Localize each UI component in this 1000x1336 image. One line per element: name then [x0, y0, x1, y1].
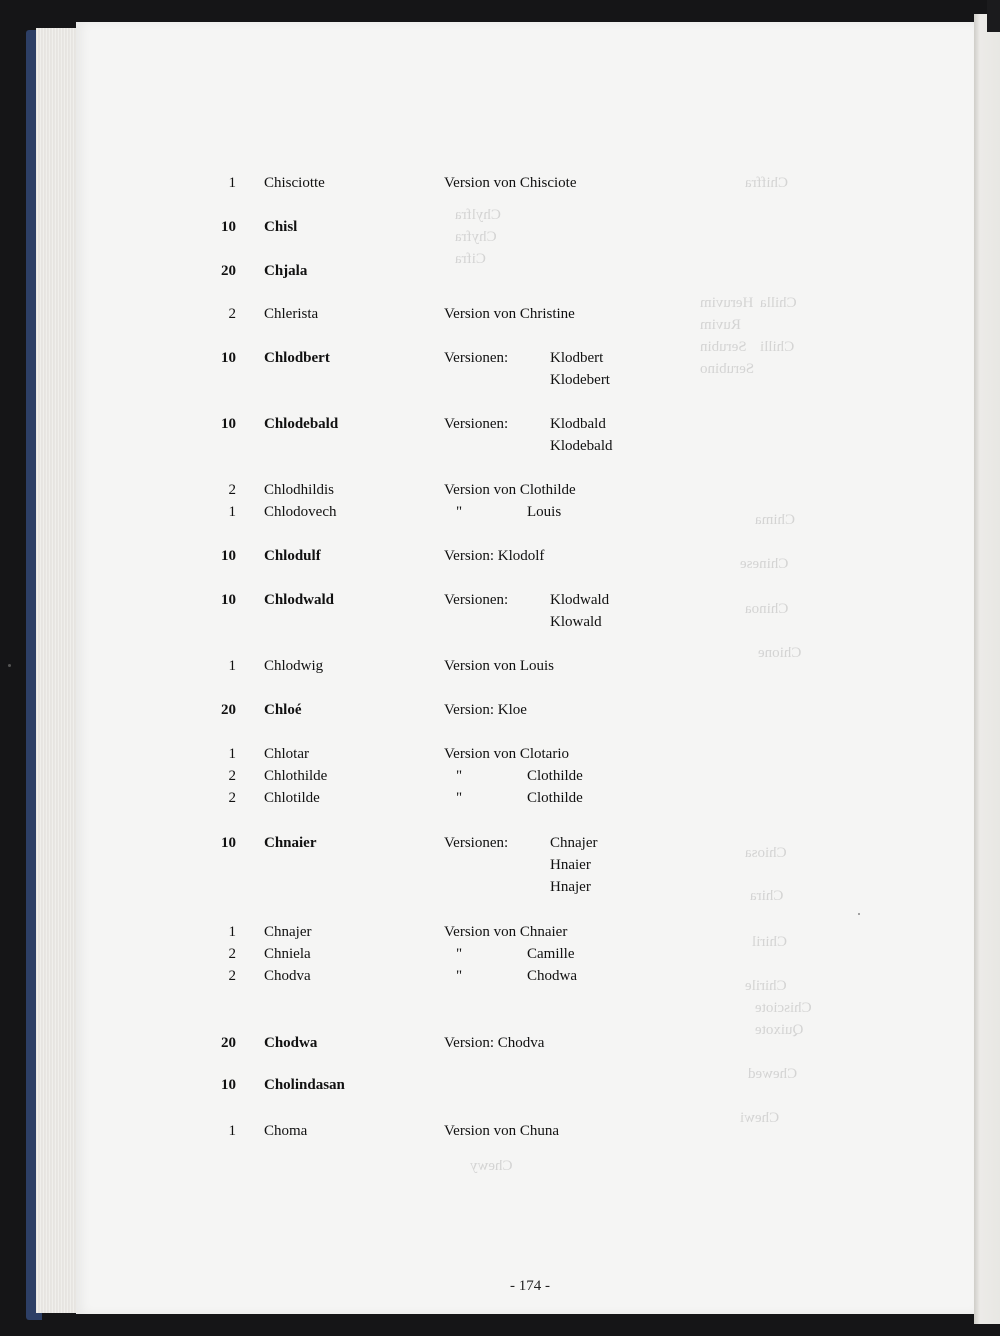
entry-frequency: 2 [228, 968, 236, 984]
dust-speck [8, 664, 11, 667]
entry-row [0, 857, 1000, 879]
entry-frequency: 1 [228, 924, 236, 940]
entry-relation: Version von Chuna [444, 1123, 559, 1139]
entry-relation: Versionen: [444, 592, 509, 608]
entry-relation: Versionen: [444, 416, 509, 432]
entry-frequency: 10 [221, 350, 236, 366]
entry-relation: Version: Kloe [444, 702, 527, 718]
entry-relation: " [455, 790, 463, 806]
entry-frequency: 2 [228, 482, 236, 498]
entry-name: Chlodwig [264, 658, 324, 674]
entry-row [0, 658, 1000, 680]
entry-row [0, 263, 1000, 285]
entry-name: Chlodulf [264, 548, 321, 564]
bleed-word: Chinoa [745, 601, 789, 617]
entry-row [0, 438, 1000, 460]
entry-variant: Klodbald [550, 416, 606, 432]
entry-name: Cholindasan [264, 1077, 345, 1093]
entry-frequency: 1 [228, 1123, 236, 1139]
entry-variant: Klodbert [550, 350, 604, 366]
entry-name: Chodva [264, 968, 311, 984]
entry-frequency: 10 [221, 835, 236, 851]
entry-row [0, 746, 1000, 768]
entry-relation: Versionen: [444, 350, 509, 366]
entry-name: Chodwa [264, 1035, 318, 1051]
bleed-word: Chima [755, 512, 795, 528]
entry-relation: " [455, 504, 463, 520]
entry-name: Chlodovech [264, 504, 337, 520]
entry-row [0, 924, 1000, 946]
entry-frequency: 1 [228, 504, 236, 520]
bleed-word: Quixote [755, 1022, 804, 1038]
entry-row [0, 372, 1000, 394]
entry-frequency: 1 [228, 175, 236, 191]
entry-row [0, 946, 1000, 968]
entry-frequency: 2 [228, 768, 236, 784]
scan-corner-shadow [987, 0, 1000, 32]
bleed-word: Serubino [700, 361, 755, 377]
entry-frequency: 1 [228, 658, 236, 674]
bleed-word: Chiril [752, 934, 788, 950]
entry-name: Chlodebald [264, 416, 339, 432]
bleed-word: Chilla [760, 295, 797, 311]
entry-relation: " [455, 768, 463, 784]
bleed-word: Chione [758, 645, 802, 661]
entry-frequency: 10 [221, 592, 236, 608]
entry-row [0, 482, 1000, 504]
bleed-word: Chisciote [755, 1000, 812, 1016]
bleed-word: Heruvim [700, 295, 754, 311]
entry-row [0, 835, 1000, 857]
entry-variant: Hnaier [550, 857, 591, 873]
bleed-word: Chiosa [745, 845, 787, 861]
page-number: - 174 - [510, 1278, 550, 1294]
entry-name: Chnajer [264, 924, 312, 940]
entry-row [0, 879, 1000, 901]
bleed-word: Ruvim [700, 317, 741, 333]
entry-relation: Version: Chodva [444, 1035, 545, 1051]
bleed-word: Chewi [740, 1110, 780, 1126]
entry-frequency: 20 [221, 263, 236, 279]
entry-row [0, 306, 1000, 328]
entry-variant: Louis [527, 504, 562, 520]
entry-name: Chlerista [264, 306, 319, 322]
entry-row [0, 968, 1000, 990]
entry-name: Chlodhildis [264, 482, 335, 498]
entry-name: Chnaier [264, 835, 317, 851]
entry-frequency: 2 [228, 790, 236, 806]
bleed-word: Serubin [700, 339, 747, 355]
entry-relation: " [455, 946, 463, 962]
entry-name: Chlodwald [264, 592, 335, 608]
entry-row [0, 592, 1000, 614]
entry-relation: Version von Chisciote [444, 175, 577, 191]
entry-relation: " [455, 968, 463, 984]
entry-name: Chlotilde [264, 790, 320, 806]
entry-variant: Chodwa [527, 968, 577, 984]
entry-variant: Klowald [550, 614, 602, 630]
entry-variant: Camille [527, 946, 575, 962]
bleed-word: Chyfra [455, 229, 497, 245]
bleed-word: Chirile [745, 978, 787, 994]
entry-frequency: 10 [221, 1077, 236, 1093]
bleed-word: Chiffra [745, 175, 789, 191]
entry-relation: Version von Christine [444, 306, 575, 322]
entry-frequency: 10 [221, 548, 236, 564]
entry-variant: Clothilde [527, 768, 583, 784]
bleed-word: Chylfra [455, 207, 501, 223]
entry-frequency: 2 [228, 946, 236, 962]
entry-relation: Version von Chnaier [444, 924, 568, 940]
bleed-word: Cifra [455, 251, 486, 267]
entry-name: Chniela [264, 946, 311, 962]
bleed-word: Chilli [760, 339, 795, 355]
entry-frequency: 20 [221, 1035, 236, 1051]
entry-name: Chlotar [264, 746, 309, 762]
entry-row [0, 702, 1000, 724]
entry-row [0, 790, 1000, 812]
entry-row [0, 1123, 1000, 1145]
bleed-word: Chira [750, 888, 784, 904]
entry-frequency: 2 [228, 306, 236, 322]
bleed-word: Chewed [748, 1066, 798, 1082]
entry-relation: Version von Clothilde [444, 482, 576, 498]
entry-name: Choma [264, 1123, 308, 1139]
entry-row [0, 504, 1000, 526]
entry-variant: Clothilde [527, 790, 583, 806]
entry-variant: Hnajer [550, 879, 591, 895]
entry-row [0, 768, 1000, 790]
entry-row [0, 175, 1000, 197]
entry-row [0, 1077, 1000, 1099]
entry-name: Chjala [264, 263, 308, 279]
entry-name: Chloé [264, 702, 302, 718]
entry-name: Chisciotte [264, 175, 325, 191]
entry-row [0, 416, 1000, 438]
bleed-word: Chinese [740, 556, 789, 572]
entry-variant: Klodwald [550, 592, 610, 608]
bleed-word: Chewy [470, 1158, 513, 1174]
entry-row [0, 614, 1000, 636]
entry-variant: Klodebert [550, 372, 610, 388]
entry-row [0, 219, 1000, 241]
entry-frequency: 10 [221, 416, 236, 432]
entry-relation: Version von Louis [444, 658, 554, 674]
entry-name: Chisl [264, 219, 298, 235]
entry-relation: Versionen: [444, 835, 509, 851]
entry-frequency: 10 [221, 219, 236, 235]
entry-row [0, 548, 1000, 570]
entry-row [0, 1035, 1000, 1057]
entry-name: Chlodbert [264, 350, 330, 366]
entry-relation: Version von Clotario [444, 746, 569, 762]
entry-variant: Klodebald [550, 438, 613, 454]
entry-row [0, 350, 1000, 372]
dust-speck [858, 913, 860, 915]
entry-variant: Chnajer [550, 835, 598, 851]
entry-name: Chlothilde [264, 768, 328, 784]
entry-frequency: 1 [228, 746, 236, 762]
entry-relation: Version: Klodolf [444, 548, 545, 564]
entry-frequency: 20 [221, 702, 236, 718]
